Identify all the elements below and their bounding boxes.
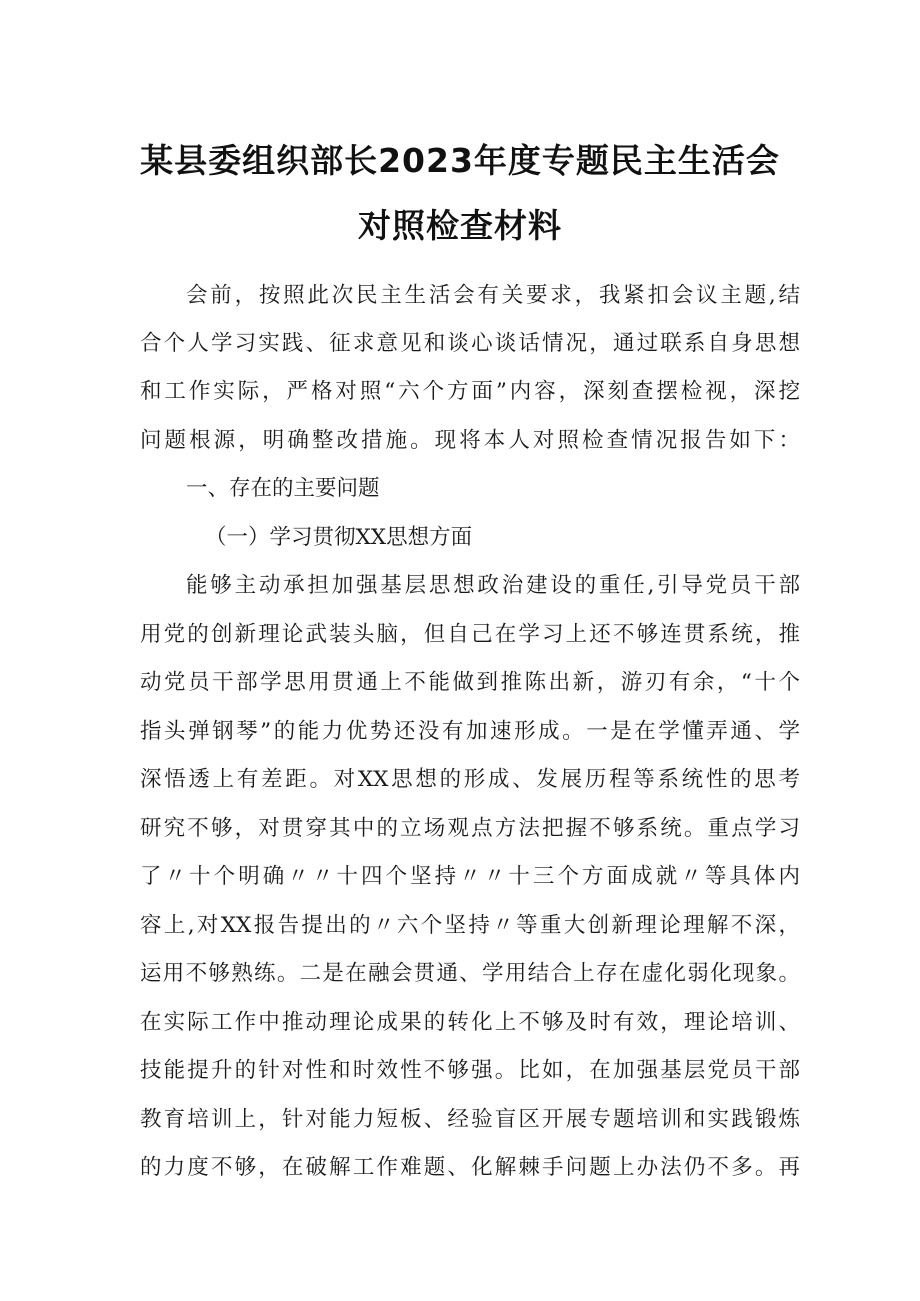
body-line: 运用不够熟练。二是在融会贯通、学用结合上存在虚化弱化现象。: [140, 961, 800, 986]
body-line: 用党的创新理论武装头脑，但自己在学习上还不够连贯系统，推: [140, 622, 800, 647]
body-line: 的力度不够，在破解工作难题、化解棘手问题上办法仍不多。再: [140, 1155, 800, 1180]
body-line: 了〃十个明确〃〃十四个坚持〃〃十三个方面成就〃等具体内: [140, 864, 800, 889]
intro-line: 会前，按照此次民主生活会有关要求，我紧扣会议主题,结: [186, 283, 800, 308]
intro-line: 和工作实际，严格对照“六个方面”内容，深刻查摆检视，深挖: [140, 379, 800, 404]
intro-line: 合个人学习实践、征求意见和谈心谈话情况，通过联系自身思想: [140, 331, 800, 356]
body-line: 容上,对XX报告提出的〃六个坚持〃等重大创新理论理解不深，: [140, 913, 800, 938]
body-line: 在实际工作中推动理论成果的转化上不够及时有效，理论培训、: [140, 1010, 800, 1035]
document-title-line-2: 对照检查材料: [358, 206, 562, 245]
body-line: 教育培训上，针对能力短板、经验盲区开展专题培训和实践锻炼: [140, 1107, 800, 1132]
subsection-heading: （一）学习贯彻XX思想方面: [205, 525, 473, 550]
body-line: 技能提升的针对性和时效性不够强。比如，在加强基层党员干部: [140, 1058, 800, 1083]
body-line: 指头弹钢琴”的能力优势还没有加速形成。一是在学懂弄通、学: [140, 719, 800, 744]
body-line: 动党员干部学思用贯通上不能做到推陈出新，游刃有余，“十个: [140, 670, 800, 695]
document-title-line-1: 某县委组织部长2023年度专题民主生活会: [140, 141, 780, 180]
body-line: 研究不够，对贯穿其中的立场观点方法把握不够系统。重点学习: [140, 816, 800, 841]
intro-line: 问题根源，明确整改措施。现将本人对照检查情况报告如下：: [140, 428, 800, 453]
body-line: 深悟透上有差距。对XX思想的形成、发展历程等系统性的思考: [140, 767, 800, 792]
section-heading: 一、存在的主要问题: [186, 476, 380, 501]
body-line: 能够主动承担加强基层思想政治建设的重任,引导党员干部: [186, 573, 800, 598]
